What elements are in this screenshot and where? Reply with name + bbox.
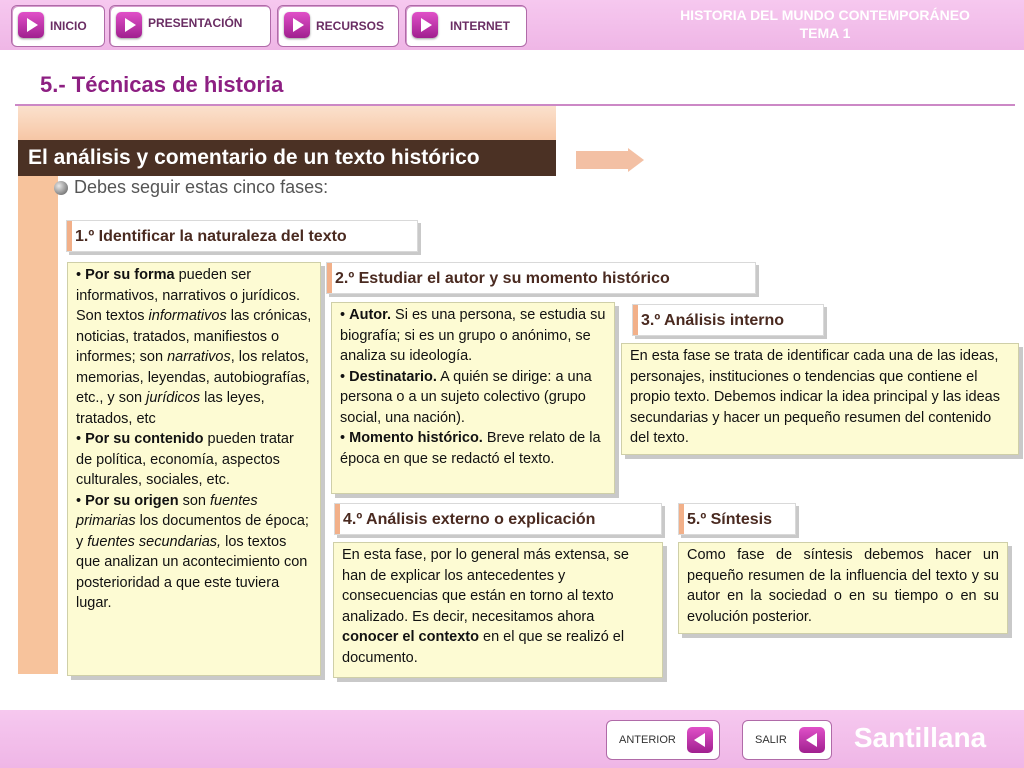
nav-button-internet[interactable]	[405, 5, 527, 47]
bullet-text: •	[340, 368, 350, 385]
nav-button-inicio[interactable]	[11, 5, 105, 47]
italic-text: informativos	[148, 308, 227, 324]
body-text: Como fase de síntesis debemos hacer un pequeño resumen de la influencia del texto y su autor en la sociedad o en su tiempo o en su evolución posterior.	[687, 547, 999, 625]
bullet-text: •	[340, 307, 350, 323]
body-text: En esta fase, por lo general más extensa, se han de explicar los antecedentes y consecuencias que están en torno al texto analizado. Es decir, necesitamos ahora	[342, 547, 629, 625]
arrow-right-icon	[576, 151, 628, 169]
app-title-line1: HISTORIA DEL MUNDO CONTEMPORÁNEO	[680, 7, 970, 23]
phase-3-title: 3.º Análisis interno	[632, 304, 824, 336]
bullet-text: •	[76, 492, 86, 509]
italic-text: fuentes primarias	[76, 492, 258, 529]
italic-text: narrativos	[167, 349, 231, 365]
emphasis-text: conocer el contexto	[342, 629, 479, 645]
phase-4-title: 4.º Análisis externo o explicación	[334, 503, 662, 535]
exit-label: SALIR	[755, 734, 787, 746]
emphasis-text: Por su forma	[85, 267, 175, 283]
nav-button-recursos[interactable]	[277, 5, 399, 47]
body-text: Breve relato de la época en que se redactó el texto.	[340, 430, 601, 467]
body-text: las crónicas, noticias, tratados, manifiestos o informes; son	[76, 308, 312, 365]
phase-1-title: 1.º Identificar la naturaleza del texto	[66, 220, 418, 252]
body-text: son	[178, 492, 211, 509]
app-title-line2: TEMA 1	[799, 25, 851, 41]
phase-2-title: 2.º Estudiar el autor y su momento histórico	[326, 262, 756, 294]
phase-1-note	[67, 262, 321, 676]
play-arrow-icon	[412, 12, 438, 38]
emphasis-text: Por su origen	[85, 492, 179, 509]
body-text: los documentos de época; y	[76, 513, 309, 550]
phase-4-note	[333, 542, 663, 678]
body-text: pueden ser informativos, narrativos o jurídicos. Son textos	[76, 267, 301, 324]
phase-5-title: 5.º Síntesis	[678, 503, 796, 535]
play-arrow-icon	[284, 12, 310, 38]
italic-text: jurídicos	[146, 390, 201, 406]
exit-button[interactable]	[742, 720, 832, 760]
body-text: , los relatos, memorias, leyendas, autobiografías, etc., y son	[76, 349, 310, 406]
app-title	[630, 6, 1020, 42]
emphasis-text: Autor.	[349, 307, 391, 323]
previous-label: ANTERIOR	[619, 734, 676, 746]
section-title: 5.- Técnicas de historia	[40, 72, 284, 97]
back-arrow-icon	[687, 727, 713, 753]
body-text: Si es una persona, se estudia su biografía; si es un grupo o anónimo, se analiza su ideología.	[340, 307, 606, 364]
body-text: los textos que analizan un acontecimiento con posterioridad a que este tuviera lugar.	[76, 533, 308, 611]
nav-label: INTERNET	[450, 19, 510, 33]
play-arrow-icon	[18, 12, 44, 38]
bullet-text: •	[340, 430, 350, 446]
banner-title: El análisis y comentario de un texto histórico	[18, 140, 556, 176]
body-text: pueden tratar de política, economía, aspectos culturales, sociales, etc.	[76, 431, 294, 488]
play-arrow-icon	[116, 12, 142, 38]
phase-2-note	[331, 302, 615, 494]
nav-button-presentacion[interactable]	[109, 5, 271, 47]
bullet-text: •	[76, 267, 86, 283]
emphasis-text: Destinatario.	[349, 368, 437, 385]
left-decorative-strip	[18, 176, 58, 674]
emphasis-text: Momento histórico.	[349, 430, 483, 446]
phase-5-note	[678, 542, 1008, 634]
bullet-icon	[54, 181, 68, 195]
italic-text: fuentes secundarias,	[87, 533, 222, 550]
previous-button[interactable]	[606, 720, 720, 760]
phase-3-note	[621, 343, 1019, 455]
body-text: En esta fase se trata de identificar cada una de las ideas, personajes, instituciones o tendencias que contiene el propio texto. Debemos indicar la idea principal y las ideas secundarias y hacer un pequeño resumen del contenido del texto.	[630, 348, 1000, 446]
body-text: en el que se realizó el documento.	[342, 629, 625, 666]
body-text: las leyes, tratados, etc	[76, 390, 265, 427]
brand-logo: Santillana	[853, 722, 987, 753]
bullet-text: •	[76, 431, 86, 447]
nav-label: PRESENTACIÓN	[148, 16, 243, 30]
emphasis-text: Por su contenido	[85, 431, 204, 447]
intro-text: Debes seguir estas cinco fases:	[74, 177, 329, 197]
body-text: A quién se dirige: a una persona o a un sujeto colectivo (grupo social, una nación).	[340, 368, 592, 426]
nav-label: INICIO	[50, 19, 87, 33]
nav-label: RECURSOS	[316, 19, 385, 33]
